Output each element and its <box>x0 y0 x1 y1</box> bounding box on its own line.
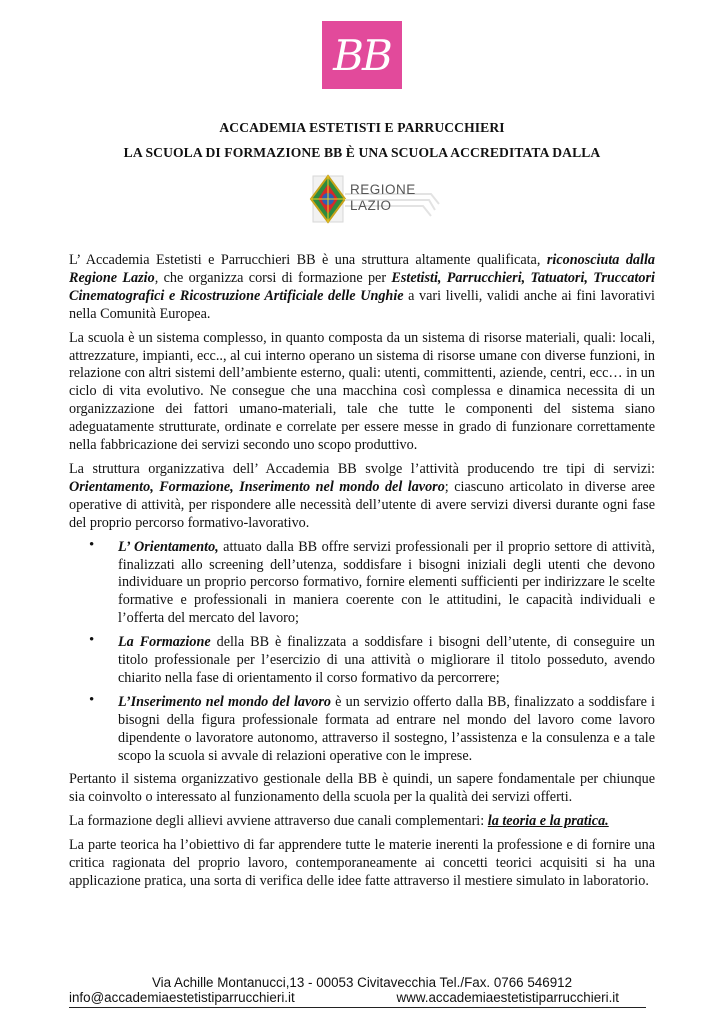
regione-lazio-logo <box>281 170 443 228</box>
bullet-icon: • <box>89 536 95 553</box>
training-paragraph <box>69 813 655 831</box>
emphasis-services: Orientamento, Formazione, Inserimento nel mondo del lavoro <box>69 478 445 495</box>
service-text: attuato dalla BB offre servizi professionali per il proprio settore di attività, finalizzati allo screening dell’utenza, soddisfare i bisogni iniziali degli utenti che devono individuare un proprio percorso formativo, fornire elementi sufficienti per indirizzare le scelte formative e professionali in maniera coerente con le attitudini, le capacità individuali e l’offerta del mercato del lavoro; <box>118 538 656 627</box>
regione-lazio-text <box>350 182 416 214</box>
organization-paragraph: Pertanto il sistema organizzativo gestionale della BB è quindi, un sapere fondamentale per chiunque sia coinvolto o interessato al funzionamento della scuola per la qualità dei servizi offerti. <box>69 771 655 806</box>
bullet-icon: • <box>89 691 95 708</box>
service-title-orientamento: L’ Orientamento, <box>118 538 219 555</box>
footer-address: Via Achille Montanucci,13 - 00053 Civitavecchia Tel./Fax. 0766 546912 <box>151 975 573 990</box>
footer-email-link[interactable]: info@accademiaestetistiparrucchieri.it <box>69 990 295 1005</box>
list-item <box>69 691 655 766</box>
bb-logo-text: BB <box>333 30 391 80</box>
theory-paragraph: La parte teorica ha l’obiettivo di far apprendere tutte le materie inerenti la professione e di fornire una critica ragionata del proprio lavoro, contemporaneamente ai concetti teorici acquisiti si ha una applicazione pratica, una sorta di verifica delle idee fatte attraverso il mestiere simulato in laboratorio. <box>69 837 655 889</box>
text-span: ; ciascuno articolato in diverse aree operative di attività, per rispondere alle necessità dell’utente di avere servizi diversi durante ogni fase del proprio percorso formativo-lavorativo. <box>69 478 655 531</box>
heading-accreditation: LA SCUOLA DI FORMAZIONE BB È UNA SCUOLA ACCREDITATA DALLA <box>123 145 601 160</box>
list-item <box>69 536 656 629</box>
regione-text: REGIONE <box>350 182 416 197</box>
list-item <box>69 634 655 688</box>
bb-logo <box>322 21 402 89</box>
emphasis-recognition: riconosciuta dalla Regione Lazio <box>69 252 655 286</box>
heading-academy: ACCADEMIA ESTETISTI E PARRUCCHIERI <box>219 120 505 135</box>
service-text: della BB è finalizzata a soddisfare i bisogni dell’utente, di conseguire un titolo professionale per l’esercizio di una attività o migliorare il titolo posseduto, avendo chiarito nella fase di orientamento il corso formativo da percorrere; <box>118 634 655 686</box>
service-title-inserimento: L’Inserimento nel mondo del lavoro <box>118 693 331 710</box>
intro-paragraph <box>69 252 655 324</box>
emphasis-courses: Estetisti, Parrucchieri, Tatuatori, Truccatori Cinematografici e Ricostruzione Artificiale delle Unghie <box>69 269 655 304</box>
emphasis-theory-practice: la teoria e la pratica. <box>487 813 609 830</box>
text-span: L’ Accademia Estetisti e Parrucchieri BB è una struttura altamente qualificata, <box>69 252 547 268</box>
text-span: La struttura organizzativa dell’ Accademia BB svolge l’attività producendo tre tipi di servizi: <box>69 460 655 477</box>
document-body <box>69 252 655 897</box>
structure-paragraph <box>69 461 655 533</box>
footer-contacts <box>69 990 619 1005</box>
footer-divider <box>69 1007 646 1008</box>
system-paragraph: La scuola è un sistema complesso, in quanto composta da un sistema di risorse materiali, quali: locali, attrezzature, impianti, ecc.., al cui interno operano un sistema di risorse umane con diverse funzioni, in relazione con altri sistemi dell’ambiente esterno, quali: utenti, committenti, aziende, centri, ecc… in un ciclo di vita evolutivo. Ne consegue che una macchina così complessa e dinamica necessita di un organizzazione dei fattori umano-materiali, tale che tutte le componenti del sistema siano adeguatamente strutturate, ordinate e correlate per essere messe in grado di funzionare correttamente nella fabbricazione dei servizi secondo uno scopo produttivo. <box>69 329 655 454</box>
lazio-text: LAZIO <box>350 198 392 213</box>
text-span: La formazione degli allievi avviene attraverso due canali complementari: <box>69 813 488 830</box>
services-list <box>69 536 656 766</box>
text-span: a vari livelli, validi anche ai fini lavorativi nella Comunità Europea. <box>69 287 655 322</box>
bullet-icon: • <box>89 632 95 649</box>
service-title-formazione: La Formazione <box>118 634 211 651</box>
text-span: , che organizza corsi di formazione per <box>154 269 392 286</box>
service-text: è un servizio offerto dalla BB, finalizzato a soddisfare i bisogni della figura professionale formata ad entrare nel mondo del lavoro come lavoro dipendente o lavoratore autonomo, attraverso il sostegno, l’assistenza e la consulenza e a tale scopo la scuola si avvale di relazioni operative con le imprese. <box>118 693 655 764</box>
footer-website-link[interactable]: www.accademiaestetistiparrucchieri.it <box>396 990 619 1005</box>
